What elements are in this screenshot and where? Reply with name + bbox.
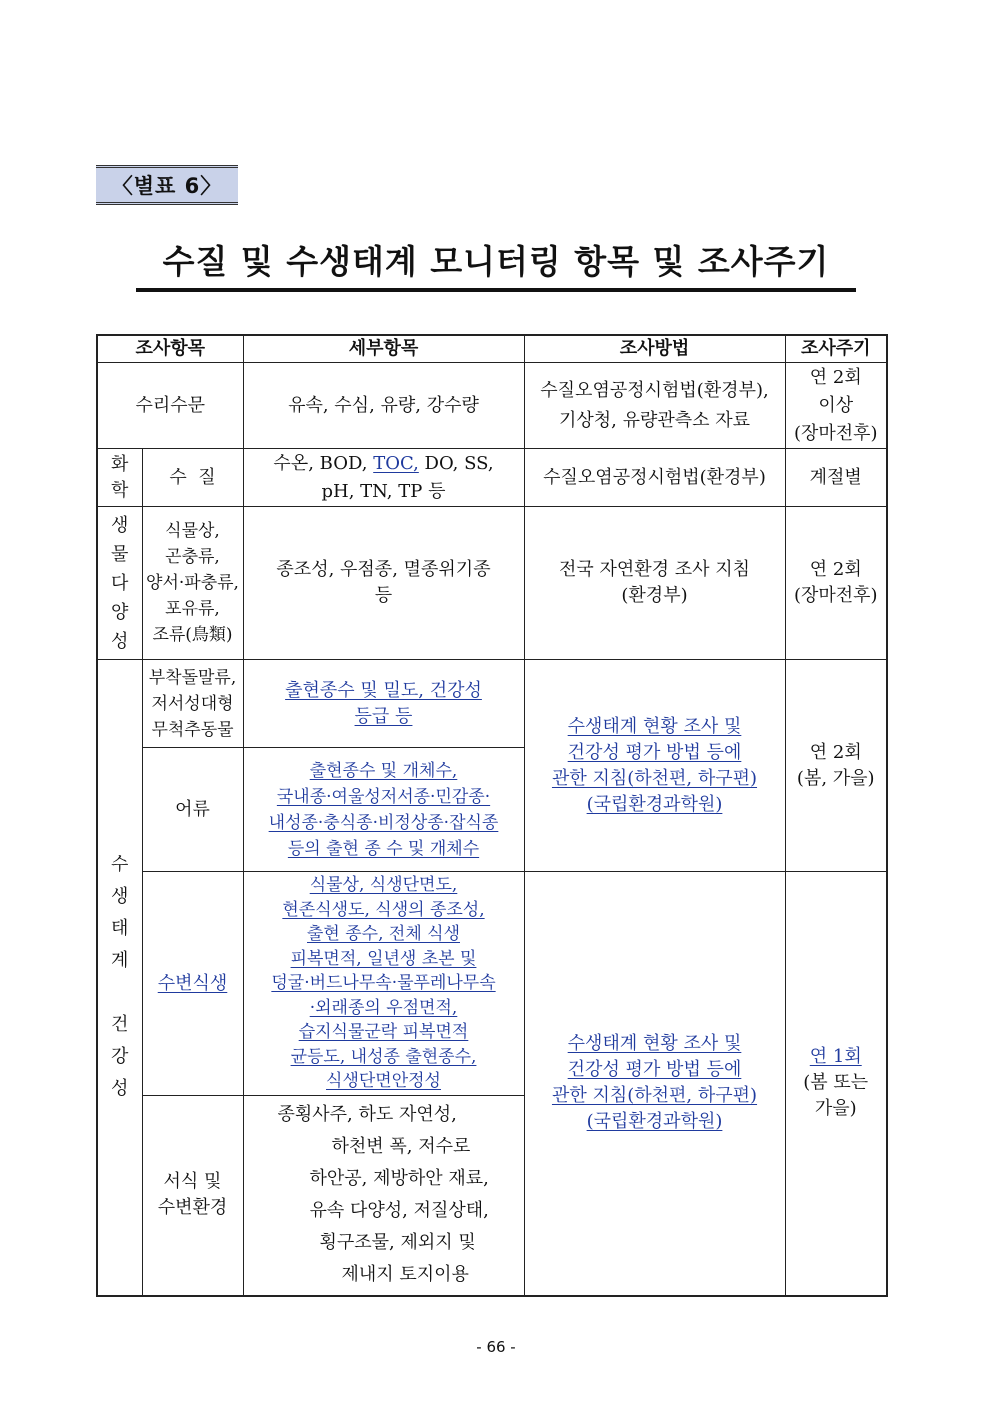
detail-line: 식생단면안정성 bbox=[326, 1071, 441, 1092]
group-char: 학 bbox=[111, 479, 129, 501]
method-line: 수생태계 현황 조사 및 bbox=[567, 1033, 742, 1055]
detail-line: 습지식물군락 피복면적 bbox=[298, 1022, 469, 1043]
method-water-quality: 수질오염공정시험법(환경부) bbox=[524, 449, 785, 507]
item-line: 양서·파충류, bbox=[146, 573, 239, 593]
item-line: 식물상, bbox=[165, 521, 220, 541]
item-line: 부착돌말류, bbox=[148, 667, 237, 688]
cycle-line: 연 2회 bbox=[809, 559, 862, 580]
detail-line bbox=[246, 450, 522, 478]
method-line: 건강성 평가 방법 등에 bbox=[567, 1059, 742, 1081]
method-line: 기상청, 유량관측소 자료 bbox=[558, 409, 751, 431]
detail-line: 덩굴·버드나무속·물푸레나무속 bbox=[271, 973, 496, 994]
cycle-biodiversity bbox=[785, 507, 887, 660]
group-chemistry bbox=[97, 449, 142, 507]
method-line: 수질오염공정시험법(환경부), bbox=[540, 379, 769, 401]
method-line: (국립환경과학원) bbox=[586, 793, 723, 815]
header-detail: 세부항목 bbox=[243, 335, 524, 363]
detail-line: 횡구조물, 제외지 및 bbox=[319, 1232, 476, 1254]
item-benthic bbox=[142, 660, 243, 748]
detail-habitat bbox=[243, 1096, 524, 1296]
detail-line: ·외래종의 우점면적, bbox=[309, 997, 458, 1018]
toc-text: TOC, bbox=[373, 452, 419, 474]
group-char: 물 bbox=[111, 543, 129, 565]
item-line: 곤충류, bbox=[165, 547, 220, 567]
item-line: 서식 및 bbox=[163, 1171, 222, 1193]
group-char: 생 bbox=[111, 514, 129, 536]
item-line: 수변환경 bbox=[157, 1197, 228, 1219]
group-char: 다 bbox=[111, 572, 129, 594]
cycle-water-quality: 계절별 bbox=[785, 449, 887, 507]
group-char: 강 bbox=[111, 1046, 129, 1068]
method-ecosystem-b bbox=[524, 872, 785, 1296]
page-number: - 66 - bbox=[476, 1338, 516, 1356]
cycle-line: (봄, 가을) bbox=[796, 767, 875, 789]
detail-water-quality bbox=[243, 449, 524, 507]
table-row-riparian bbox=[97, 872, 887, 1096]
group-biodiversity bbox=[97, 507, 142, 660]
group-char: 태 bbox=[111, 918, 129, 940]
group-char: 화 bbox=[111, 453, 129, 475]
method-ecosystem-a bbox=[524, 660, 785, 872]
group-char: 건 bbox=[111, 1014, 129, 1036]
group-char: 생 bbox=[111, 886, 129, 908]
cycle-line: (장마전후) bbox=[793, 585, 878, 606]
detail-line: 피복면적, 일년생 초본 및 bbox=[290, 948, 477, 969]
group-char bbox=[100, 977, 140, 1009]
item-line: 무척추동물 bbox=[151, 719, 234, 740]
detail-text: 수온, BOD, bbox=[273, 452, 374, 474]
cycle-line: 연 2회 bbox=[809, 366, 862, 388]
item-fish: 어류 bbox=[142, 748, 243, 872]
table-header-row bbox=[97, 335, 887, 363]
item-habitat bbox=[142, 1096, 243, 1296]
method-hydrology bbox=[524, 363, 785, 449]
table-row-hydrology bbox=[97, 363, 887, 449]
detail-line: 출현종수 및 개체수, bbox=[309, 760, 458, 781]
detail-biodiversity bbox=[243, 507, 524, 660]
cycle-ecosystem-a bbox=[785, 660, 887, 872]
group-char: 양 bbox=[111, 601, 129, 623]
detail-line: 등급 등 bbox=[354, 705, 413, 727]
item-water-quality: 수 질 bbox=[142, 449, 243, 507]
cycle-line: 이상 bbox=[818, 394, 854, 416]
cycle-line: 가을) bbox=[814, 1098, 857, 1120]
header-item: 조사항목 bbox=[97, 335, 243, 363]
detail-line: 출현 종수, 전체 식생 bbox=[307, 924, 460, 945]
method-line: 전국 자연환경 조사 지침 bbox=[558, 559, 751, 580]
detail-line: 하안공, 제방하안 재료, bbox=[309, 1168, 489, 1190]
detail-line: 등의 출현 종 수 및 개체수 bbox=[287, 838, 480, 859]
item-hydrology: 수리수문 bbox=[97, 363, 243, 449]
detail-line: 유속 다양성, 저질상태, bbox=[309, 1200, 489, 1222]
item-riparian: 수변식생 bbox=[142, 872, 243, 1096]
cycle-line: (장마전후) bbox=[793, 422, 878, 444]
method-line: 관한 지침(하천편, 하구편) bbox=[551, 1085, 758, 1107]
group-ecosystem-health bbox=[97, 660, 142, 1296]
group-char: 계 bbox=[111, 950, 129, 972]
cycle-line: (봄 또는 bbox=[803, 1072, 869, 1094]
header-cycle: 조사주기 bbox=[785, 335, 887, 363]
detail-line: 식물상, 식생단면도, bbox=[309, 875, 458, 896]
method-line: 관한 지침(하천편, 하구편) bbox=[551, 767, 758, 789]
annex-label: 〈별표 6〉 bbox=[96, 165, 238, 205]
detail-hydrology: 유속, 수심, 유량, 강수량 bbox=[243, 363, 524, 449]
method-line: (국립환경과학원) bbox=[586, 1111, 723, 1133]
detail-benthic bbox=[243, 660, 524, 748]
detail-line: 균등도, 내성종 출현종수, bbox=[290, 1046, 477, 1067]
cycle-hydrology bbox=[785, 363, 887, 449]
method-line: (환경부) bbox=[621, 585, 688, 606]
table-row-chemistry bbox=[97, 449, 887, 507]
detail-line: 제내지 토지이용 bbox=[341, 1264, 469, 1286]
detail-line: pH, TN, TP 등 bbox=[321, 480, 446, 502]
header-method: 조사방법 bbox=[524, 335, 785, 363]
detail-line: 등 bbox=[374, 585, 393, 606]
group-char: 성 bbox=[111, 630, 129, 652]
detail-line: 출현종수 및 밀도, 건강성 bbox=[285, 679, 482, 701]
detail-line: 종횡사주, 하도 자연성, bbox=[277, 1104, 457, 1126]
detail-line: 내성종·충식종·비정상종·잡식종 bbox=[268, 812, 499, 833]
detail-text: DO, SS, bbox=[418, 452, 494, 474]
group-char: 성 bbox=[111, 1078, 129, 1100]
detail-line: 현존식생도, 식생의 종조성, bbox=[282, 899, 485, 920]
detail-line: 국내종·여울성저서종·민감종· bbox=[276, 786, 491, 807]
item-line: 조류(鳥類) bbox=[152, 625, 233, 645]
item-line: 포유류, bbox=[165, 599, 220, 619]
detail-line: 하천변 폭, 저수로 bbox=[331, 1136, 471, 1158]
cycle-line: 연 1회 bbox=[809, 1046, 862, 1068]
detail-riparian bbox=[243, 872, 524, 1096]
cycle-line: 연 2회 bbox=[809, 741, 862, 763]
monitoring-table bbox=[96, 334, 888, 1297]
detail-line: 종조성, 우점종, 멸종위기종 bbox=[276, 559, 491, 580]
table-row-benthic bbox=[97, 660, 887, 748]
cycle-ecosystem-b bbox=[785, 872, 887, 1296]
item-biodiversity bbox=[142, 507, 243, 660]
page-title: 수질 및 수생태계 모니터링 항목 및 조사주기 bbox=[136, 240, 856, 292]
method-line: 수생태계 현황 조사 및 bbox=[567, 715, 742, 737]
table-row-biodiversity bbox=[97, 507, 887, 660]
method-biodiversity bbox=[524, 507, 785, 660]
detail-fish bbox=[243, 748, 524, 872]
method-line: 건강성 평가 방법 등에 bbox=[567, 741, 742, 763]
item-line: 저서성대형 bbox=[151, 693, 234, 714]
group-char: 수 bbox=[111, 854, 129, 876]
